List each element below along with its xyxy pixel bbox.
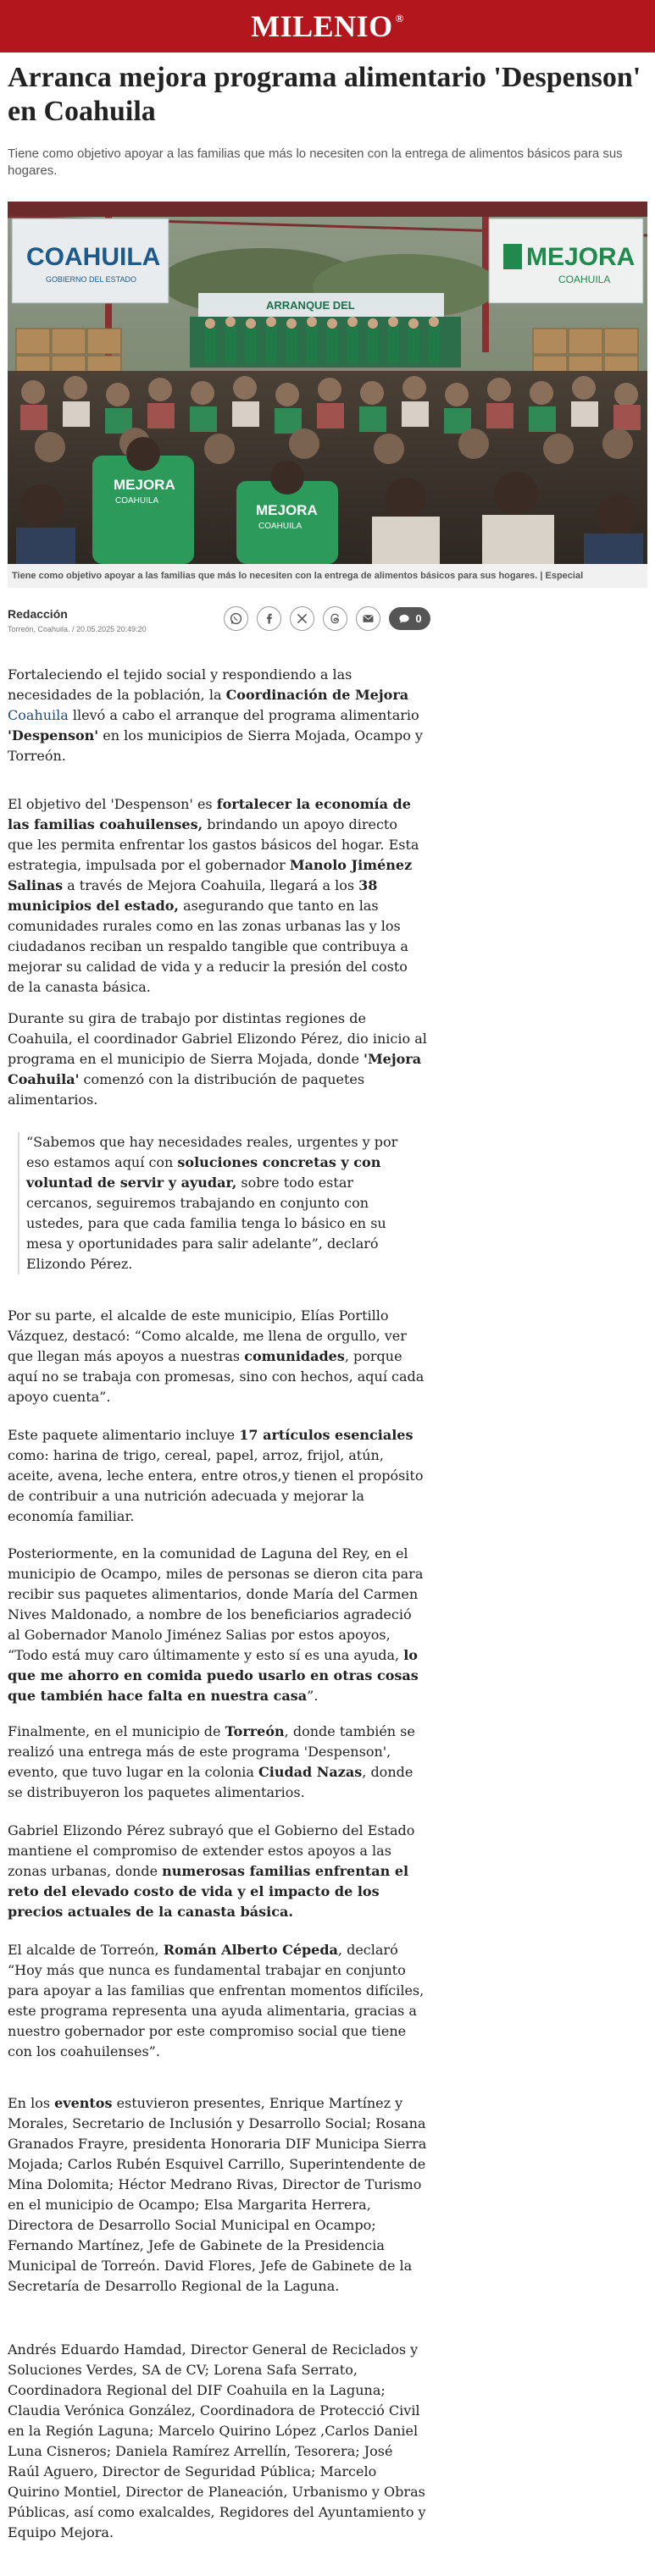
author-name[interactable]: Redacción bbox=[8, 607, 68, 621]
banner-mejora-text: MEJORA bbox=[526, 243, 636, 271]
share-whatsapp-button[interactable] bbox=[224, 606, 248, 631]
body-paragraph-7: Finalmente, en el municipio de Torreón, donde también se realizó una entrega más de este programa 'Despenson', evento, que tuvo lugar en la colonia Ciudad Nazas, donde se distribuyeron los paquetes alimentarios. bbox=[8, 1723, 415, 1800]
share-bar bbox=[224, 606, 430, 631]
banner-mejora-sub: COAHUILA bbox=[558, 274, 611, 285]
x-icon bbox=[295, 611, 309, 626]
body-paragraph-8: Gabriel Elizondo Pérez subrayó que el Gobierno del Estado mantiene el compromiso de extender estos apoyos a las zonas urbanas, donde numerosas familias enfrentan el reto del elevado costo de vida y el impacto de los precios actuales de la canasta básica. bbox=[8, 1822, 415, 1920]
dateline: Torreón, Coahuila. / 20.05.2025 20:49:20 bbox=[8, 625, 147, 633]
banner-coahuila-sub: GOBIERNO DEL ESTADO bbox=[46, 275, 137, 284]
threads-icon bbox=[328, 611, 342, 626]
mail-icon bbox=[361, 611, 375, 626]
body-paragraph-10: En los eventos estuvieron presentes, Enrique Martínez y Morales, Secretario de Inclusión y Desarrollo Social; Rosana Granados Frayre, presidenta Honoraria DIF Municipa Sierra Mojada; Carlos Rubén Esquivel Carrillo, Superintendente de Mina Dolomita; Héctor Medrano Rivas, Director de Turismo en el municipio de Ocampo; Elsa Margarita Herrera, Directora de Desarrollo Social Municipal en Ocampo; Fernando Martínez, Jefe de Gabinete de la Presidencia Municipal de Torreón. David Flores, Jefe de Gabinete de la Secretaría de Desarrollo Regional de la Laguna. bbox=[8, 2095, 427, 2294]
body-paragraph-2: El objetivo del 'Despenson' es fortalecer la economía de las familias coahuilenses, brindando un apoyo directo que les permita enfrentar los gastos básicos del hogar. Esta estrategia, impulsada por el gobernador Manolo Jiménez Salinas a través de Mejora Coahuila, llegará a los 38 municipios del estado, asegurando que tanto en las comunidades rurales como en las zonas urbanas las y los ciudadanos reciban un respaldo tangible que contribuya a mejorar su calidad de vida y a reducir la presión del costo de la canasta básica. bbox=[8, 796, 419, 995]
article-headline: Arranca mejora programa alimentario 'Despenson' en Coahuila bbox=[8, 62, 641, 127]
body-paragraph-6: Posteriormente, en la comunidad de Laguna del Rey, en el municipio de Ocampo, miles de personas se dieron cita para recibir sus paquetes alimentarios, donde María del Carmen Nives Maldonado, a nombre de los beneficiarios agradeció al Gobernador Manolo Jiménez Salias por estos apoyos, “Todo está muy caro últimamente y esto sí es una ayuda, lo que me ahorro en comida puedo usarlo en otras cosas que también hace falta en nuestra casa”. bbox=[8, 1545, 424, 1704]
comment-icon bbox=[397, 612, 411, 626]
body-paragraph-4: Por su parte, el alcalde de este municipio, Elías Portillo Vázquez, destacó: “Como alcalde, me llena de orgullo, ver que llegan más apoyos a nuestras comunidades, porque aquí no se trabaja con promesas, sino con hechos, aquí cada apoyo cuenta”. bbox=[8, 1307, 425, 1405]
body-paragraph-3: Durante su gira de trabajo por distintas regiones de Coahuila, el coordinador Gabriel Elizondo Pérez, dio inicio al programa en el municipio de Sierra Mojada, donde 'Mejora Coahuila' comenzó con la distribución de paquetes alimentarios. bbox=[8, 1010, 427, 1108]
article-photo[interactable] bbox=[8, 202, 647, 564]
event-photo-illustration bbox=[8, 202, 647, 564]
vest-text-2: MEJORA bbox=[256, 502, 318, 518]
whatsapp-icon bbox=[229, 611, 243, 626]
vest-text-2-sub: COAHUILA bbox=[258, 522, 303, 531]
milenio-logo[interactable]: MILENIO ® bbox=[251, 9, 404, 43]
link-coahuila[interactable]: Coahuila bbox=[8, 707, 69, 723]
share-facebook-button[interactable] bbox=[257, 606, 281, 631]
comment-count: 0 bbox=[415, 612, 422, 625]
share-mail-button[interactable] bbox=[356, 606, 380, 631]
body-paragraph-11: Andrés Eduardo Hamdad, Director General de Reciclados y Soluciones Verdes, SA de CV; Lorena Safa Serrato, Coordinadora Regional del DIF Coahuila en la Laguna; Claudia Verónica González, Coordinadora de Protecció Civil en la Región Laguna; Marcelo Quirino López ,Carlos Daniel Luna Cisneros; Daniela Ramírez Arrellín, Tesorera; José Raúl Aguero, Director de Seguridad Pública; Marcelo Quirino Montiel, Director de Planeación, Urbanismo y Obras Públicas, así como exalcaldes, Regidores del Ayuntamiento y Equipo Mejora. bbox=[8, 2341, 426, 2540]
comments-button[interactable] bbox=[389, 607, 430, 630]
article-summary: Tiene como objetivo apoyar a las familias que más lo necesiten con la entrega de alimentos básicos para sus hogares. bbox=[8, 146, 623, 178]
vest-text-1: MEJORA bbox=[114, 477, 175, 493]
share-x-button[interactable] bbox=[290, 606, 314, 631]
site-header bbox=[0, 0, 655, 53]
vest-text-1-sub: COAHUILA bbox=[115, 496, 159, 506]
pull-quote: “Sabemos que hay necesidades reales, urgentes y por eso estamos aquí con soluciones concretas y con voluntad de servir y ayudar, sobre todo estar cercanos, seguiremos trabajando en conjunto con ustedes, para que cada familia tenga lo básico en su mesa y oportunidades para salir adelante”, declaró Elizondo Pérez. bbox=[18, 1132, 412, 1274]
photo-caption: Tiene como objetivo apoyar a las familias que más lo necesiten con la entrega de alimentos básicos para sus hogares. | Especial bbox=[8, 564, 647, 588]
facebook-icon bbox=[262, 611, 276, 626]
banner-coahuila-text: COAHUILA bbox=[26, 243, 161, 271]
body-paragraph-1: Fortaleciendo el tejido social y respondiendo a las necesidades de la población, la Coordinación de Mejora Coahuila llevó a cabo el arranque del programa alimentario 'Despenson' en los municipios de Sierra Mojada, Ocampo y Torreón. bbox=[8, 666, 423, 764]
body-paragraph-5: Este paquete alimentario incluye 17 artículos esenciales como: harina de trigo, cereal, papel, arroz, frijol, atún, aceite, avena, leche entera, entre otros,y tienen el propósito de contribuir a una nutrición adecuada y mejorar la economía familiar. bbox=[8, 1427, 424, 1524]
stage-sign-text: ARRANQUE DEL bbox=[266, 299, 355, 312]
body-paragraph-9: El alcalde de Torreón, Román Alberto Cépeda, declaró “Hoy más que nunca es fundamental trabajar en conjunto para apoyar a las familias que enfrentan momentos difíciles, este programa representa una ayuda alimentaria, gracias a nuestro gobernador por este compromiso social que tiene con los coahuilenses”. bbox=[8, 1942, 425, 2059]
share-threads-button[interactable] bbox=[323, 606, 347, 631]
